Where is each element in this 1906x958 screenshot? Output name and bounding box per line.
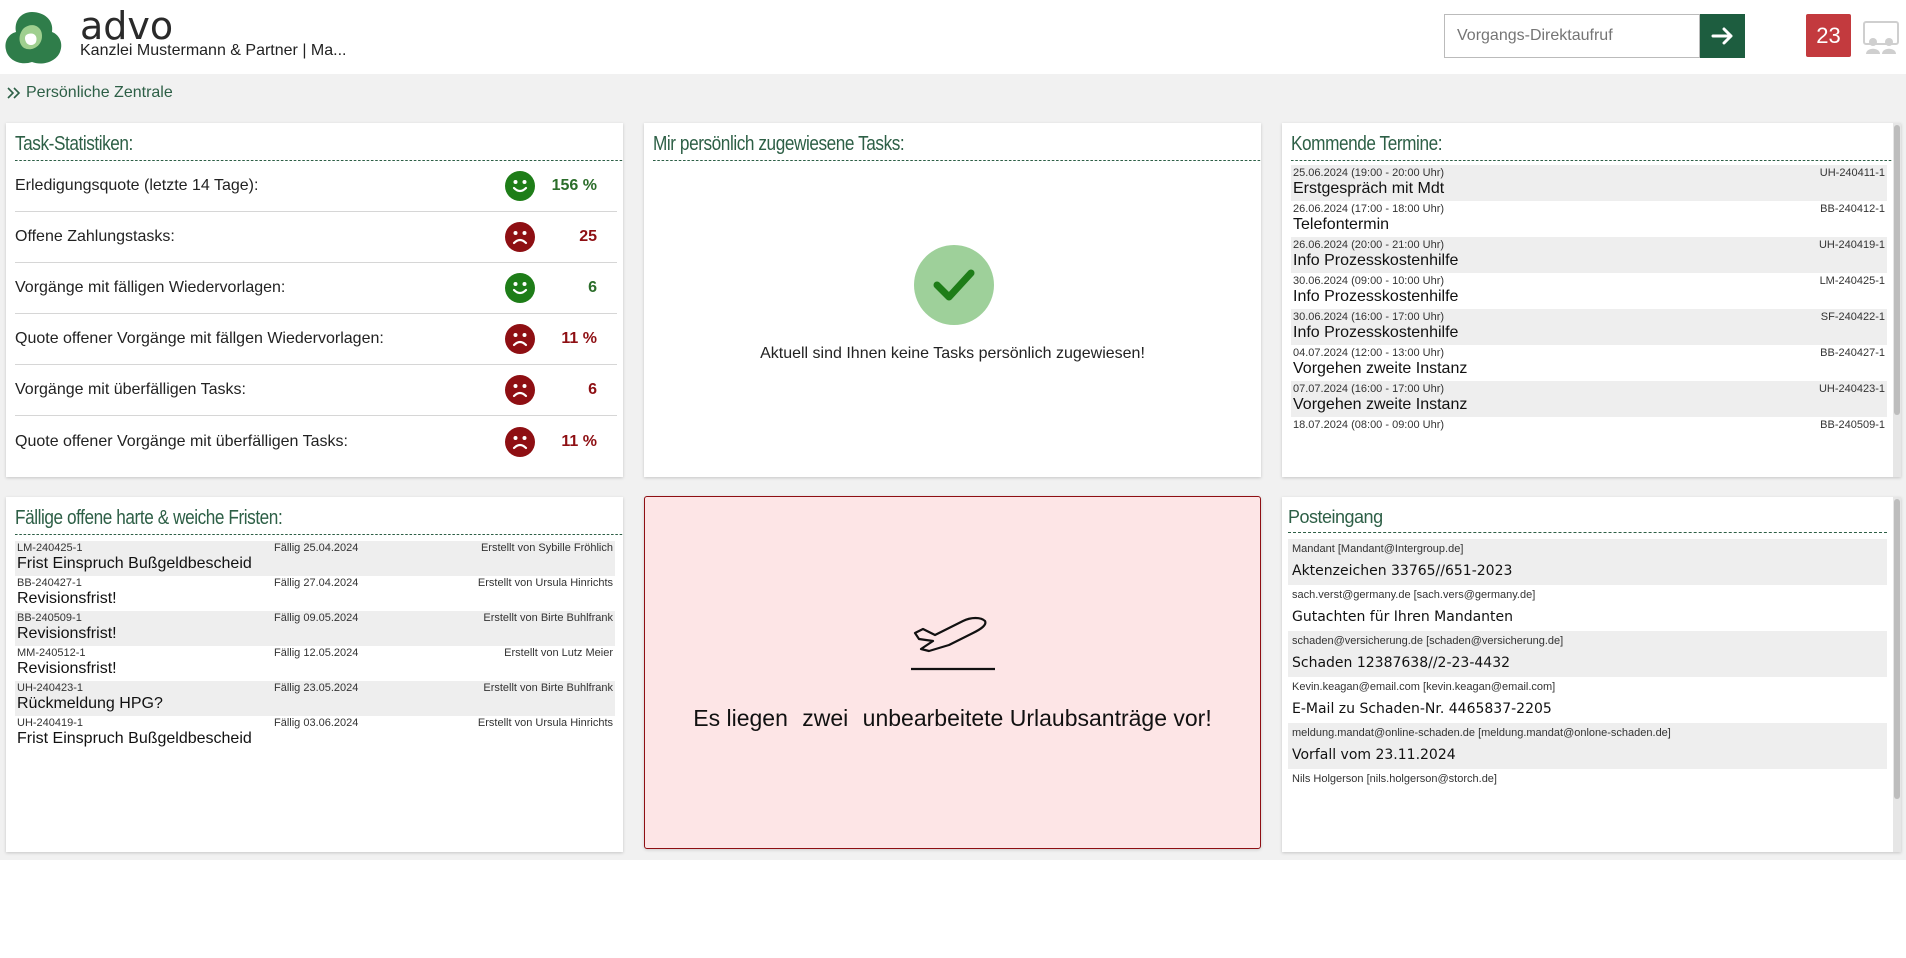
mail-subject: Vorfall vom 23.11.2024 [1292,747,1456,763]
deadline-title: Revisionsfrist! [17,660,117,677]
appointment-title: Vorgehen zweite Instanz [1293,396,1468,413]
appointment-item[interactable] [1291,237,1887,273]
stat-label: Vorgänge mit fälligen Wiedervorlagen: [15,279,286,296]
stat-value: 11 % [561,432,597,450]
deadline-item[interactable] [15,541,615,576]
stat-row[interactable] [15,161,617,212]
stat-label: Erledigungsquote (letzte 14 Tage): [15,177,259,194]
appointment-time: 30.06.2024 (09:00 - 10:00 Uhr) [1293,275,1445,287]
personal-tasks-card [644,123,1261,477]
deadline-meta [15,542,615,554]
appointment-case-number[interactable]: LM-240425-1 [1819,275,1885,287]
appointment-time: 26.06.2024 (20:00 - 21:00 Uhr) [1293,239,1445,251]
deadline-item[interactable] [15,646,615,681]
appointment-list [1291,165,1887,432]
team-icon[interactable] [1860,16,1904,56]
task-statistics-list [6,161,623,467]
deadline-meta [15,717,615,729]
deadline-creator: Erstellt von Birte Buhlfrank [483,612,613,624]
stat-value: 156 % [551,177,597,194]
deadlines-card [6,497,623,852]
appointment-time: 26.06.2024 (17:00 - 18:00 Uhr) [1293,203,1445,215]
appointment-meta [1291,347,1887,359]
deadline-due-date: Fällig 09.05.2024 [274,612,359,624]
deadline-due-date: Fällig 25.04.2024 [274,542,359,554]
deadline-creator: Erstellt von Ursula Hinrichts [477,577,613,589]
appointment-time: 07.07.2024 (16:00 - 17:00 Uhr) [1293,383,1445,395]
upcoming-appointments-card [1282,123,1901,477]
deadline-creator: Erstellt von Ursula Hinrichts [477,717,613,729]
arrow-right-icon [1711,27,1735,45]
appointment-title: Vorgehen zweite Instanz [1293,360,1468,377]
calendar-button[interactable] [1806,14,1851,57]
case-quick-access-input[interactable] [1444,14,1700,58]
deadline-title: Revisionsfrist! [17,590,117,607]
mail-subject: Gutachten für Ihren Mandanten [1292,609,1514,625]
appointment-item[interactable] [1291,381,1887,417]
appointment-title: Erstgespräch mit Mdt [1293,180,1445,197]
deadline-case-number[interactable]: BB-240509-1 [17,612,82,624]
inbox-title: Posteingang [1288,507,1887,533]
appointment-meta [1291,239,1887,251]
sad-face-icon [505,222,535,252]
appointment-case-number[interactable]: BB-240509-1 [1820,419,1885,431]
deadline-due-date: Fällig 27.04.2024 [274,577,359,589]
mail-subject: Aktenzeichen 33765//651-2023 [1292,563,1513,579]
deadline-case-number[interactable]: UH-240423-1 [17,682,84,694]
advo-logo-icon[interactable] [2,8,66,66]
deadline-due-date: Fällig 03.06.2024 [274,717,359,729]
mail-sender: Nils Holgerson [nils.holgerson@storch.de] [1292,773,1497,785]
deadline-case-number[interactable]: UH-240419-1 [17,717,84,729]
airplane-icon [911,611,997,673]
breadcrumb[interactable] [6,84,173,102]
task-statistics-title: Task-Statistiken: [15,133,623,161]
deadline-creator: Erstellt von Lutz Meier [504,647,613,659]
sad-face-icon [505,375,535,405]
stat-value: 11 % [561,330,597,347]
stat-row[interactable] [15,365,617,416]
mail-sender: Kevin.keagan@email.com [kevin.keagan@email.com] [1292,681,1556,693]
stat-row[interactable] [15,212,617,263]
firm-name[interactable]: Kanzlei Mustermann & Partner | Ma... [80,42,347,59]
appointment-title: Telefontermin [1293,216,1390,233]
deadline-due-date: Fällig 23.05.2024 [274,682,359,694]
appointment-meta [1291,383,1887,395]
appointment-item[interactable] [1291,201,1887,237]
appointment-time: 30.06.2024 (16:00 - 17:00 Uhr) [1293,311,1445,323]
case-quick-access-go-button[interactable] [1700,14,1745,58]
vacation-request-count: zwei [802,705,849,731]
personal-tasks-title: Mir persönlich zugewiesene Tasks: [653,133,1261,161]
appointment-case-number[interactable]: UH-240423-1 [1818,383,1885,395]
appointment-item[interactable] [1291,345,1887,381]
mail-sender: schaden@versicherung.de [schaden@versicherung.de] [1292,635,1564,647]
deadline-item[interactable] [15,576,615,611]
appointment-title: Info Prozesskostenhilfe [1293,324,1459,341]
inbox-item[interactable] [1288,585,1887,631]
vacation-requests-alert[interactable] [644,496,1261,849]
deadline-due-date: Fällig 12.05.2024 [274,647,359,659]
app-header [0,0,1906,74]
stat-label: Quote offener Vorgänge mit überfälligen Tasks: [15,432,348,450]
all-done-indicator [914,245,994,325]
inbox-scrollbar-thumb[interactable] [1894,499,1900,799]
appointment-case-number[interactable]: UH-240419-1 [1818,239,1885,251]
breadcrumb-label: Persönliche Zentrale [26,84,173,101]
inbox-card [1282,497,1901,852]
appointment-case-number[interactable]: SF-240422-1 [1820,311,1885,323]
upcoming-appointments-title: Kommende Termine: [1291,133,1901,161]
inbox-item[interactable] [1288,539,1887,585]
appointment-title: Info Prozesskostenhilfe [1293,252,1459,269]
double-chevron-right-icon [6,86,22,100]
breadcrumb-bar [0,74,1906,112]
stat-row[interactable] [15,416,617,467]
inbox-item[interactable] [1288,677,1887,723]
appointment-meta [1291,275,1887,287]
deadline-list [15,541,615,751]
appointment-title: Info Prozesskostenhilfe [1293,288,1459,305]
deadline-creator: Erstellt von Birte Buhlfrank [483,682,613,694]
deadline-creator: Erstellt von Sybille Fröhlich [480,542,613,554]
happy-face-icon [505,171,535,201]
appointment-case-number[interactable]: BB-240427-1 [1820,347,1885,359]
vacation-msg-part2: unbearbeitete Urlaubsanträge vor! [862,705,1212,731]
appointment-time: 18.07.2024 (08:00 - 09:00 Uhr) [1293,419,1445,431]
vacation-requests-message [645,705,1260,732]
appointment-time: 25.06.2024 (19:00 - 20:00 Uhr) [1293,167,1445,179]
inbox-item[interactable] [1288,631,1887,677]
deadline-case-number[interactable]: LM-240425-1 [17,542,83,554]
stat-row[interactable] [15,314,617,365]
no-tasks-message: Aktuell sind Ihnen keine Tasks persönlich zugewiesen! [760,345,1145,362]
mail-subject: Schaden 12387638//2-23-4432 [1292,655,1511,671]
task-statistics-card [6,123,623,477]
appointment-item[interactable] [1291,273,1887,309]
mail-subject: E-Mail zu Schaden-Nr. 4465837-2205 [1292,701,1552,717]
inbox-list [1288,539,1887,799]
sad-face-icon [505,427,535,457]
appointment-case-number[interactable]: UH-240411-1 [1819,167,1885,179]
deadline-title: Frist Einspruch Bußgeldbescheid [17,730,252,747]
deadline-title: Rückmeldung HPG? [17,695,163,712]
deadline-case-number[interactable]: MM-240512-1 [17,647,86,659]
stat-label: Offene Zahlungstasks: [15,228,175,245]
stat-value: 6 [588,381,597,398]
deadline-meta [15,682,615,694]
appointment-item[interactable] [1291,165,1887,201]
appointment-meta [1291,419,1887,431]
deadline-case-number[interactable]: BB-240427-1 [17,577,82,589]
stat-value: 6 [588,279,597,296]
appointment-case-number[interactable]: BB-240412-1 [1820,203,1885,215]
deadline-item[interactable] [15,716,615,751]
checkmark-icon [933,268,975,302]
stat-label: Quote offener Vorgänge mit fällgen Wiedervorlagen: [15,330,384,347]
appointment-time: 04.07.2024 (12:00 - 13:00 Uhr) [1293,347,1445,359]
appointments-scrollbar-thumb[interactable] [1894,125,1900,415]
stat-value: 25 [579,228,597,245]
deadline-item[interactable] [15,611,615,646]
appointment-item[interactable] [1291,417,1887,432]
brand-name: advo [80,4,174,48]
deadline-title: Frist Einspruch Bußgeldbescheid [17,555,252,572]
deadline-meta [15,577,615,589]
calendar-day: 23 [1816,22,1841,48]
happy-face-icon [505,273,535,303]
deadline-title: Revisionsfrist! [17,625,117,642]
deadlines-title: Fällige offene harte & weiche Fristen: [15,507,623,535]
deadline-meta [15,647,615,659]
deadline-item[interactable] [15,681,615,716]
sad-face-icon [505,324,535,354]
inbox-item[interactable] [1288,769,1887,799]
mail-sender: Mandant [Mandant@Intergroup.de] [1292,543,1464,555]
appointment-item[interactable] [1291,309,1887,345]
page-footer-space [0,860,1906,958]
stat-row[interactable] [15,263,617,314]
appointment-meta [1291,203,1887,215]
appointment-meta [1291,167,1887,179]
deadline-meta [15,612,615,624]
mail-sender: sach.verst@germany.de [sach.vers@germany.de] [1292,589,1536,601]
inbox-item[interactable] [1288,723,1887,769]
mail-sender: meldung.mandat@online-schaden.de [meldung.mandat@onlone-schaden.de] [1292,727,1671,739]
vacation-msg-part1: Es liegen [693,705,788,731]
appointment-meta [1291,311,1887,323]
stat-label: Vorgänge mit überfälligen Tasks: [15,381,246,398]
